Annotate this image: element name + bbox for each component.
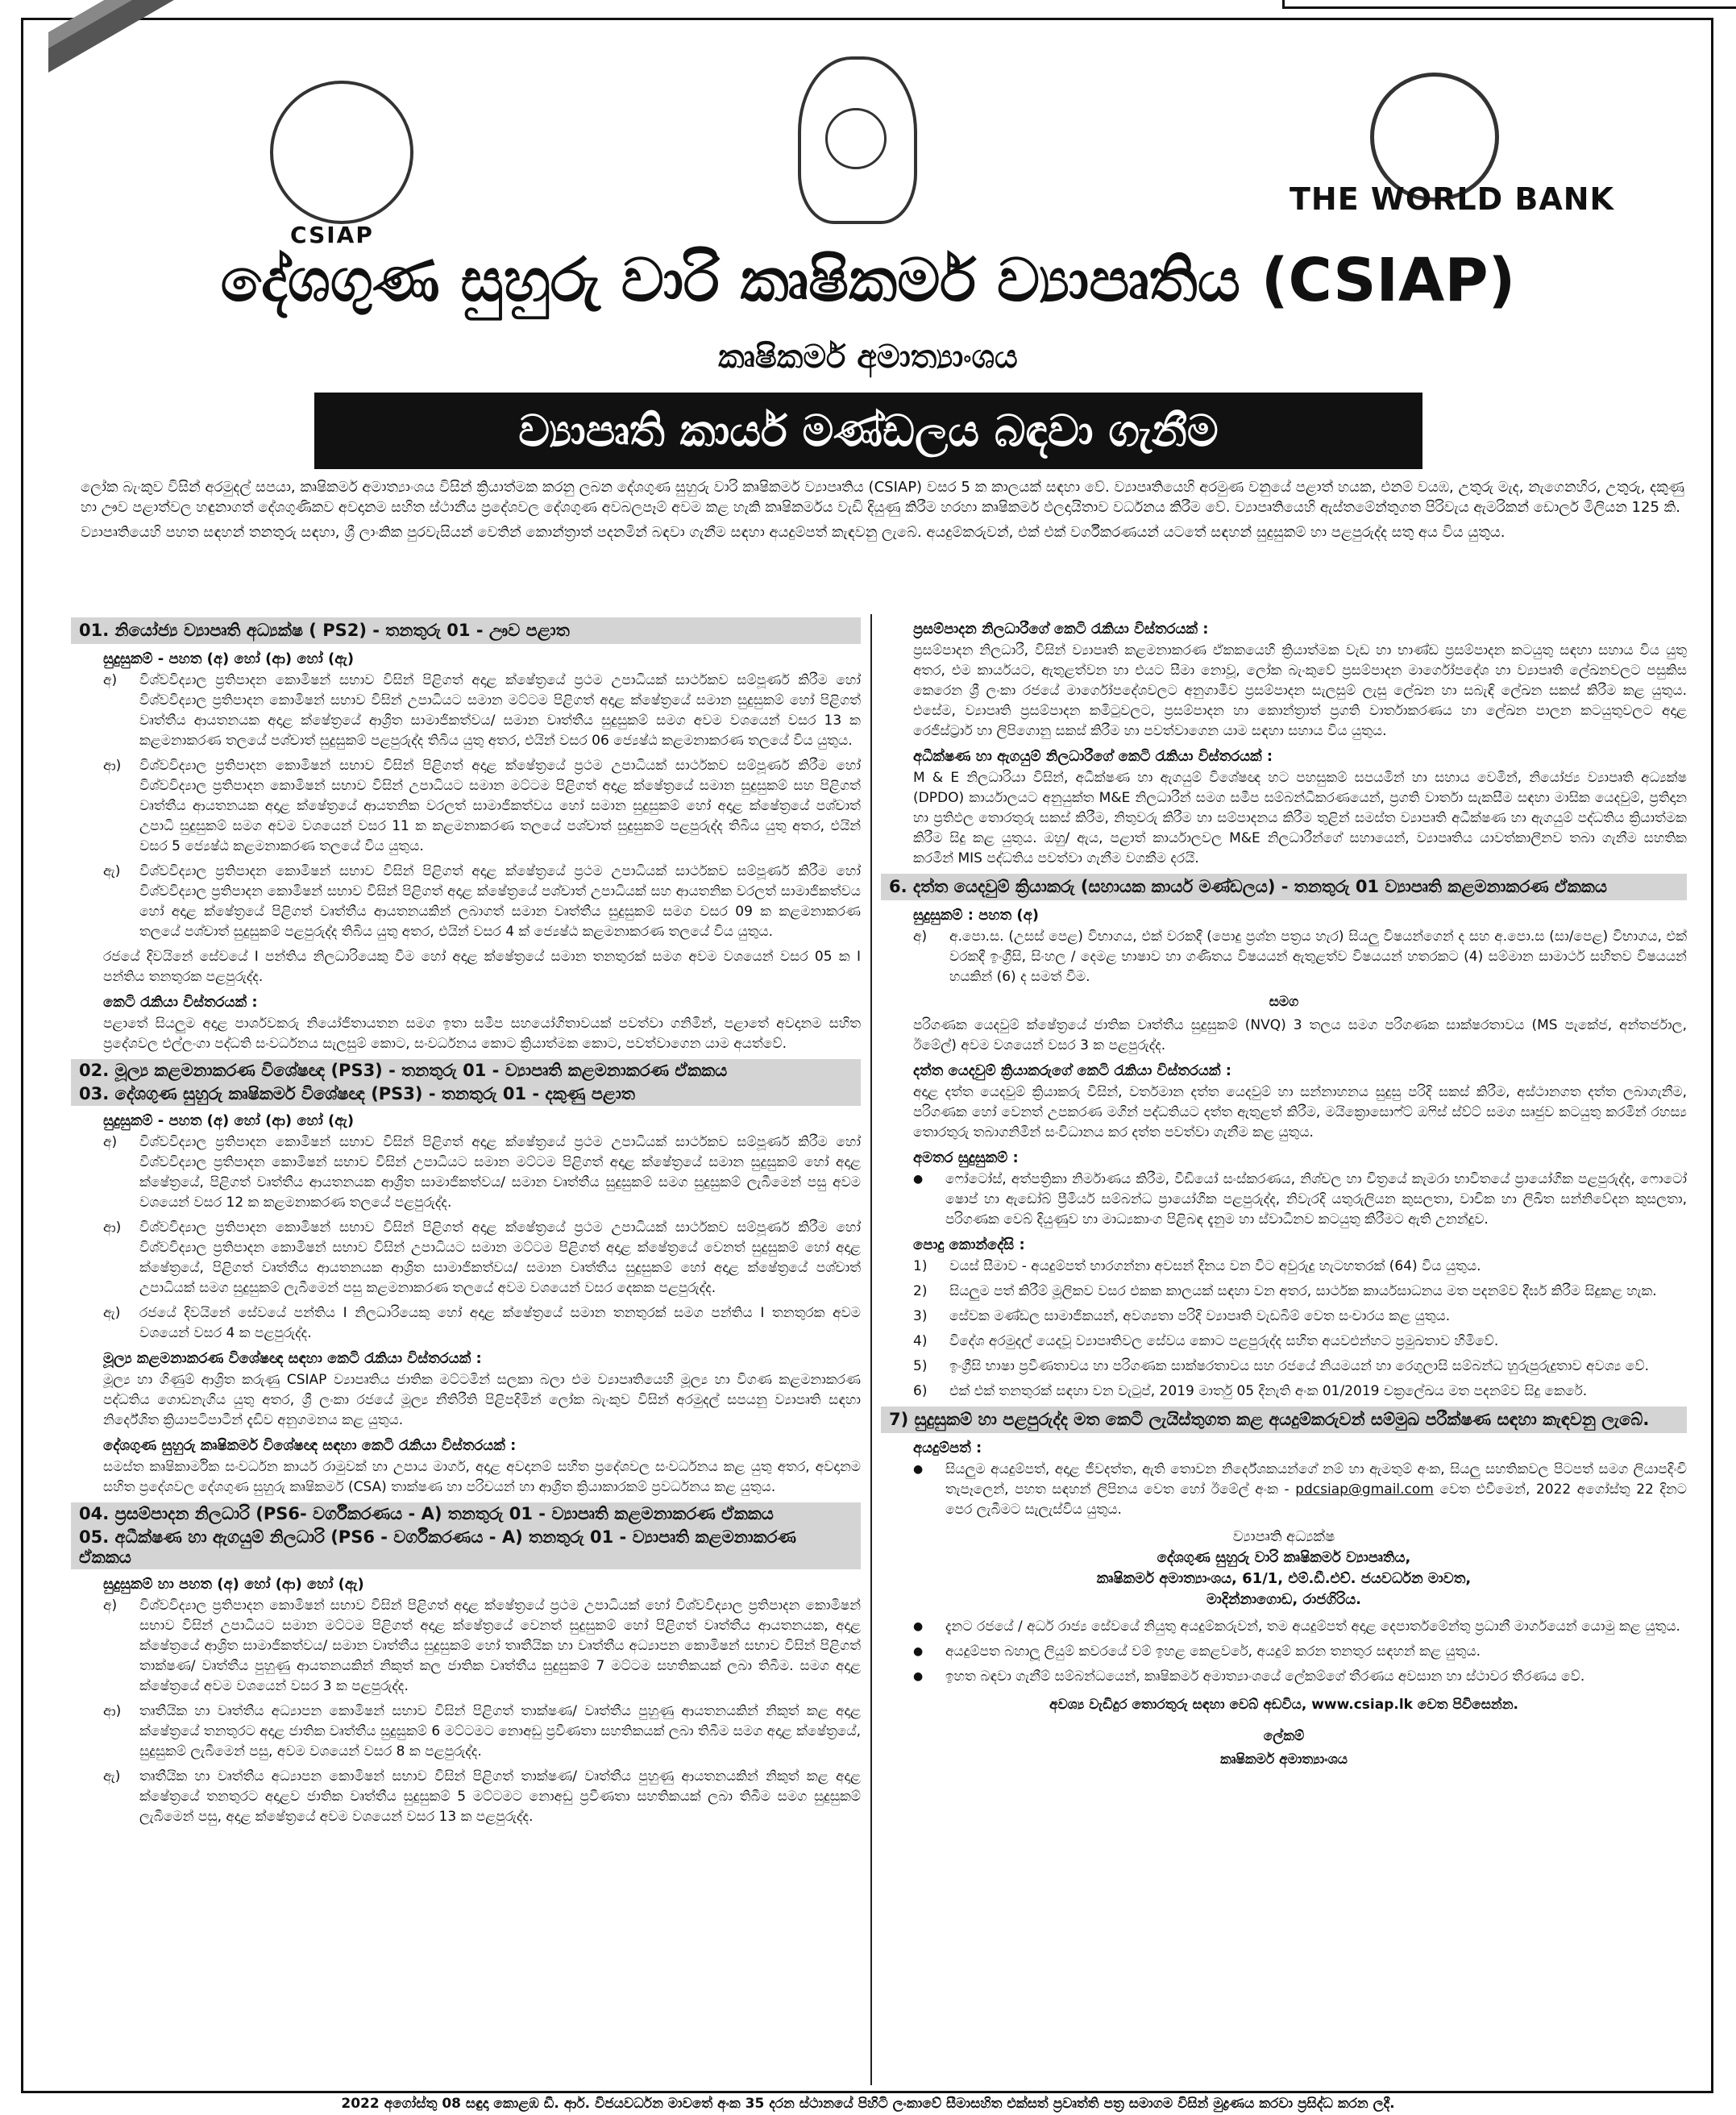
section-2-heading: 02. මූල්‍ය කළමනාකරණ විශේෂඥ (PS3) - තනතුරු 01 - ව්‍යාපෘති කළමනාකරණ ඒකකය <box>71 1059 861 1082</box>
item-label: ඇ) <box>103 863 121 879</box>
section-6-heading: 6. දත්ත යෙදවුම් ක්‍රියාකරු (සහායක කාර්ය මණ්ඩලය) - තනතුරු 01 ව්‍යාපෘති කළමනාකරණ ඒකකය <box>881 874 1687 900</box>
list-item <box>913 1282 1687 1302</box>
bullet-icon: ● <box>913 1463 924 1476</box>
left-column <box>71 614 861 2085</box>
list-item <box>103 1702 861 1762</box>
item-label: 5) <box>913 1358 928 1374</box>
flag-band-dark <box>48 0 226 73</box>
national-emblem <box>798 56 917 224</box>
address-line: කෘෂිකර්ම අමාත්‍යාංශය, 61/1, එම්.ඩී.එච්. ජයවර්ධන මාවත, <box>1096 1570 1472 1587</box>
section-7-heading: 7) සුදුසුකම් හා පළපුරුද්ද මත කෙටි ලැයිස්තුගත කළ අයදුම්කරුවන් සම්මුඛ පරීක්ෂණ සඳහා කැඳවනු ලැබේ. <box>881 1407 1687 1433</box>
section-1-heading: 01. නියෝජ්‍ය ව්‍යාපෘති අධ්‍යක්ෂ ( PS2) - තනතුරු 01 - ඌව පළාත <box>71 617 861 644</box>
signature-ministry: කෘෂිකර්ම අමාත්‍යාංශය <box>1220 1751 1348 1768</box>
address-block <box>881 1527 1687 1610</box>
item-label: අ) <box>103 672 118 688</box>
list-item <box>913 1667 1687 1687</box>
item-text: වයස් සීමාව - අයදුම්පත් භාරගන්නා අවසන් දිනය වන විට අවුරුදු හැටහතරක් (64) විය යුතුය. <box>949 1258 1481 1274</box>
general-conditions-heading: පොදු කොන්දේසි : <box>913 1236 1025 1253</box>
email-link[interactable]: pdcsiap@gmail.com <box>1295 1481 1434 1498</box>
list-item <box>103 1303 861 1344</box>
list-item <box>103 1132 861 1213</box>
item-text: රජයේ දිවයිනේ සේවයේ පන්තිය I නිලධාරියෙකු හෝ අදාළ ක්ෂේත්‍රයේ සමාන තනතුරක් සමග පන්තිය I තනතුරක අවම වශයෙන් වසර 4 ක පළපුරුද්ද. <box>139 1305 861 1341</box>
section-6-job-heading: දත්ත යෙදවුම් ක්‍රියාකරුගේ කෙටි රැකියා විස්තරයක් : <box>913 1062 1231 1079</box>
item-label: අ) <box>103 1134 118 1150</box>
bullet-icon: ● <box>913 1620 924 1633</box>
csiap-logo-text: CSIAP <box>290 222 374 248</box>
main-title: දේශගුණ සුහුරු වාරි කෘෂිකර්ම ව්‍යාපෘතිය (CSIAP) <box>220 246 1516 315</box>
item-text: ඉංග්‍රීසි භාෂා ප්‍රවීණතාවය හා පරිගණක සාක්ෂරතාවය සහ රජයේ නියමයන් හා රෙගුලාසි සම්බන්ධ හුරුපුරුදුතාව අවශ්‍ය වේ. <box>949 1358 1649 1374</box>
item-label: 1) <box>913 1258 928 1274</box>
item-text: ෆෝටෝස්, අත්පත්‍රිකා නිර්මාණය කිරීම, වීඩියෝ සංස්කරණය, නිශ්චල හා චිත්‍රයේ කැමරා භාවිතයේ ප්‍රායෝගික පළපුරුද්ද, ෆොටෝ ෂොප් හා ඇඩෝබ් ප්‍රීමියර් සම්බන්ධ ප්‍රායෝගික පළපුරුද්ද, නිවැරදි යතුරුලියන කුසලතා, වාචික හා ලිඛිත සන්නිවේදන කුසලතා, පරිගණක වෙබ් දියුණුව හා මාධ්‍යකාංග පිළිබඳ දැනුම හා ස්වාධීනව කටයුතු කිරීමට ඇති උනන්දුව. <box>945 1171 1687 1228</box>
intro-paragraph-2: ව්‍යාපෘතියෙහි පහත සඳහන් තනතුරු සඳහා, ශ්‍රී ලාංකික පුරවැසියන් වෙතින් කොන්ත්‍රාත් පදනමින් බඳවා ගැනීම සඳහා අයදුම්පත් කැඳවනු ලැබේ. අයදුම්කරුවන්, එක් එක් වර්ගීකරණයන් යටතේ සඳහන් සුදුසුකම් හා පළපුරුද්ද සතු අය විය යුතුය. <box>81 524 1506 541</box>
extra-qualifications-heading: අමතර සුදුසුකම් : <box>913 1149 1019 1166</box>
section-1-qualifications: සුදුසුකම් - පහත (අ) හෝ (ආ) හෝ (ඇ) <box>103 650 355 667</box>
item-label: 4) <box>913 1333 928 1349</box>
section-6-with: සමග <box>1269 994 1299 1010</box>
me-job-text: M & E නිලධාරියා විසින්, අධීක්ෂණ හා ඇගයුම් විශේෂඥ හට පහසුකම් සපයමින් හා සහාය වෙමින්, නියෝජ්‍ය ව්‍යාපෘති අධ්‍යක්ෂ (DPDO) කාර්යාලයට අනුයුක්ත M&E නිලධාරීන් සමග සමීප සම්බන්ධීකරණයෙන්, ප්‍රගති වාර්තා සැකසීම සඳහා මාසික යෙදවුම්, ප්‍රතිදාන හා ප්‍රතිඵල තොරතුරු සකස් කිරීම, නිතුවරු කිරීම හා සම්පාදනය කිරීම තුළින් සමස්ත ව්‍යාපෘති අධීක්ෂණ හා ඇගයුම් පද්ධතිය ක්‍රියාත්මක කිරීම සිදු කළ යුතුය. ඔහු/ ඇය, පළාත් කාර්යාලවල M&E නිලධාරීන්ගේ සහායෙන්, ව්‍යාපෘතිය යාවත්කාලීනව තබා ගැනීම සහතික කරමින් MIS පද්ධතිය පවත්වා ගැනීම වගකීම දරයි. <box>913 770 1687 866</box>
list-item <box>913 1642 1687 1662</box>
item-text: විශ්වවිද්‍යාල ප්‍රතිපාදන කොමිෂන් සභාව විසින් පිළිගත් අදාළ ක්ෂේත්‍රයේ ප්‍රථම උපාධියක් සාර්ථකව සම්පූර්ණ කිරීම හෝ විශ්වවිද්‍යාල ප්‍රතිපාදන කොමිෂන් සභාව විසින් උපාධියට සමාන මට්ටම පිළිගත් අදාළ ක්ෂේත්‍රයේ සමාන සුදුසුකම් හෝ අදාළ ක්ෂේත්‍රයේ, පිළිගත් වෘත්තීය ආයතනයක ආශ්‍රිත සාමාජිකත්වය/ සමාන වෘත්තීය සුදුසුකම් සමග සුදුසුකම් ලැබීමෙන් පසු අවම වශයෙන් වසර 12 ක කළමනාකරණ තලයේ පළපුරුද්ද. <box>139 1134 861 1211</box>
item-label: 6) <box>913 1383 928 1399</box>
section-2-job-heading: මූල්‍ය කළමනාකරණ විශේෂඥ සඳහා කෙටි රැකියා විස්තරයක් : <box>103 1350 482 1367</box>
item-text: ඉහත බඳවා ගැනීම් සම්බන්ධයෙන්, කෘෂිකර්ම අමාත්‍යාංශයේ ලේකම්ගේ තීරණය අවසාන හා ස්ථාවර තීරණය වේ. <box>945 1668 1585 1685</box>
section-5-heading: 05. අධීක්ෂණ හා ඇගයුම් නිලධාරි (PS6 - වර්ගීකරණය - A) තනතුරු 01 - ව්‍යාපෘති කළමනාකරණ ඒකකය <box>71 1526 861 1569</box>
world-bank-text: THE WORLD BANK <box>1290 181 1614 217</box>
list-item <box>913 927 1687 987</box>
list-item <box>913 1332 1687 1352</box>
list-item <box>913 1170 1687 1230</box>
signature-title: ලේකම් <box>1263 1728 1305 1744</box>
item-text: දැනට රජයේ / අර්ධ රාජ්‍ය සේවයේ නියුතු අයදුම්කරුවන්, තම අයදුම්පත් අදාළ දෙපාර්තමේන්තු ප්‍රධානී මාර්ගයෙන් යොමු කළ යුතුය. <box>945 1618 1680 1635</box>
right-column <box>881 614 1687 2085</box>
list-item <box>913 1460 1687 1520</box>
item-label: 3) <box>913 1308 928 1324</box>
item-text: විශ්වවිද්‍යාල ප්‍රතිපාදන කොමිෂන් සභාව විසින් පිළිගත් අදාළ ක්ෂේත්‍රයේ ප්‍රථම උපාධියක් සාර්ථකව සම්පූර්ණ කිරීම හෝ විශ්වවිද්‍යාල ප්‍රතිපාදන කොමිෂන් සභාව විසින් උපාධියට සමාන මට්ටම පිළිගත් අදාළ ක්ෂේත්‍රයේ වෙනත් සුදුසුකම් හෝ අදාළ ක්ෂේත්‍රයේ, පිළිගත් වෘත්තීය ආයතනයක ආශ්‍රිත සාමාජිකත්වය/ සමාන වෘත්තීය සුදුසුකම් හෝ අදාළ ක්ෂේත්‍රයේ පශ්චාත් උපාධියක් සමග සුදුසුකම් ලැබීමෙන් පසු කළමනාකරණ තලයේ අවම වශයෙන් වසර දෙකක පළපුරුද්ද. <box>139 1220 861 1296</box>
globe-icon <box>270 81 413 224</box>
list-item <box>103 1767 861 1827</box>
list-item <box>103 862 861 942</box>
bullet-icon: ● <box>913 1670 924 1683</box>
item-label: ආ) <box>103 1220 122 1236</box>
columns <box>71 614 1699 2085</box>
item-label: 2) <box>913 1283 928 1299</box>
address-line: දේශගුණ සුහුරු වාරි කෘෂිකර්ම ව්‍යාපෘතිය, <box>1157 1549 1411 1566</box>
item-text: විශ්වවිද්‍යාල ප්‍රතිපාදන කොමිෂන් සභාව විසින් පිළිගත් අදාළ ක්ෂේත්‍රයේ ප්‍රථම උපාධියක් හෝ විශ්වවිද්‍යාල ප්‍රතිපාදන කොමිෂන් සභාව විසින් උපාධියට සමාන මට්ටම පිළිගත් අදාළ ක්ෂේත්‍රයේ වෙනත් සුදුසුකම් හෝ පිළිගත් වෘත්තීය ආයතනයක, අදාළ ක්ෂේත්‍රයේ ආශ්‍රිත සාමාජිකත්වය/ සමාන වෘත්තීය සුදුසුකම් හෝ තෘතීයික හා වෘත්තීය අධ්‍යාපන කොමිෂන් සභාව විසින් පිළිගත් තාක්ෂණ/ වෘත්තීය පුහුණු ආයතනයකින් නිකුත් කල ජාතික වෘත්තීය සුදුසුකම් 7 මට්ටම සහතිකයක් ලබා තිබීම. සමග අදාළ ක්ෂේත්‍රයේ අවම වශයෙන් වසර 3 ක පළපුරුද්ද. <box>139 1598 861 1694</box>
section-2-job-text: මූල්‍ය හා ගිණුම් ආශ්‍රිත කරුණු CSIAP ව්‍යාපෘතිය ජාතික මට්ටමින් සලකා බලා එම ව්‍යාපෘතියෙහි මූල්‍ය හා විගණ කළමනාකරණ පද්ධතිය ගොඩනැගිය යුතු අතර, ශ්‍රී ලංකා රජයේ මූල්‍ය නීතිරීති පිළිපදිමින් ලෝක බැංකුව විසින් අරමුදල් සපයනු ව්‍යාපෘති සඳහා නිර්දේශිත ක්‍රියාපටිපාටීන් දැඩිව අනුගමනය කළ යුතුය. <box>103 1372 861 1428</box>
application-text-b: වෙත එවීමෙන්, 2022 අගෝස්තු 22 දිනට පෙර ලැබීමට සැලැස්විය යුතුය. <box>945 1481 1688 1518</box>
me-job-heading: අධීක්ෂණ හා ඇගයුම් නිලධාරීගේ කෙටි රැකියා විස්තරයක් : <box>913 748 1273 765</box>
section-1-extra: රජයේ දිවයිනේ සේවයේ I පන්තිය නිලධාරියෙකු වීම හෝ අදාළ ක්ෂේත්‍රයේ සමාන තනතුරක් සමග අවම වශයෙන් වසර 05 ක I පන්තිය තනතුරක පළපුරුද්ද. <box>103 949 861 985</box>
item-text: විශ්වවිද්‍යාල ප්‍රතිපාදන කොමිෂන් සභාව විසින් පිළිගත් අදාළ ක්ෂේත්‍රයේ ප්‍රථම උපාධියක් සාර්ථකව සම්පූර්ණ කිරීම හෝ විශ්වවිද්‍යාල ප්‍රතිපාදන කොමිෂන් සභාව විසින් උපාධියට සමාන මට්ටම පිළිගත් අදාළ ක්ෂේත්‍රයේ සමාන සුදුසුකම් හෝ පිළිගත් වෘත්තීය ආයතනයක අදාළ ක්ෂේත්‍රයේ ආශ්‍රිත සාමාජිකත්වය/ සමාන වෘත්තීය සුදුසුකම් සමග අවම වශයෙන් වසර 13 ක කළමනාකරණ තලයේ පශ්චාත් සුදුසුකම් පළපුරුද්ද තිබිය යුතු අතර, එයින් වසර 06 ජ්‍යෙෂ්ඨ කළමනාකරණ තලයේ විය යුතුය. <box>139 672 861 749</box>
column-divider <box>870 614 872 2085</box>
section-6-nvq: පරිගණක යෙදවුම් ක්ෂේත්‍රයේ ජාතික වෘත්තීය සුදුසුකම් (NVQ) 3 තලය සමග පරිගණක සාක්ෂරතාවය (MS පැකේජ, අන්තර්ජාල, ඊමේල්) අවම වශයෙන් වසර 3 ක පළපුරුද්ද. <box>913 1017 1687 1053</box>
list-item <box>103 671 861 751</box>
list-item <box>103 1596 861 1697</box>
recruitment-banner: ව්‍යාපෘති කාර්ය මණ්ඩලය බඳවා ගැනීම <box>314 393 1422 469</box>
item-label: ඇ) <box>103 1305 121 1321</box>
section-23-qualifications: සුදුසුකම් - පහත (අ) හෝ (ආ) හෝ (ඇ) <box>103 1112 355 1129</box>
bullet-icon: ● <box>913 1173 924 1186</box>
section-1-job-heading: කෙටි රැකියා විස්තරයක් : <box>103 994 258 1011</box>
procurement-job-heading: ප්‍රසම්පාදන නිලධාරීගේ කෙටි රැකියා විස්තරයක් : <box>913 621 1209 638</box>
address-line: ව්‍යාපෘති අධ්‍යක්ෂ <box>1232 1528 1335 1545</box>
section-6-qualifications: සුදුසුකම් : පහත (අ) <box>913 907 1039 924</box>
bullet-icon: ● <box>913 1645 924 1658</box>
item-text: විශ්වවිද්‍යාල ප්‍රතිපාදන කොමිෂන් සභාව විසින් පිළිගත් අදාළ ක්ෂේත්‍රයේ ප්‍රථම උපාධියක් සාර්ථකව සම්පූර්ණ කිරීම හෝ විශ්වවිද්‍යාල ප්‍රතිපාදන කොමිෂන් සභාව විසින් පිළිගත් අදාළ ක්ෂේත්‍රයේ පශ්චාත් උපාධියක් සහ ආයතනික වරලත් සාමාජිකත්වය හෝ අදාළ ක්ෂේත්‍රයේ පිළිගත් වෘත්තීය ආයතනයකින් ලබාගත් සමාන වෘත්තීය සුදුසුකම් සමග වසර 09 ක කළමනාකරණ තලයේ පශ්චාත් සුදුසුකම් පළපුරුද්ද තිබිය යුතු අතර, එයින් වසර 4 ක් ජ්‍යෙෂ්ඨ කළමනාකරණ තලයේ විය යුතුය. <box>139 863 861 940</box>
list-item <box>913 1382 1687 1402</box>
list-item <box>913 1617 1687 1637</box>
applications-heading: අයදුම්පත් : <box>913 1440 982 1456</box>
top-corner-mark <box>1282 0 1736 9</box>
address-line: මාදින්නාගොඩ, රාජගිරිය. <box>1206 1591 1361 1608</box>
more-info: අවශ්‍ය වැඩිදුර තොරතුරු සඳහා වෙබ් අඩවිය, www.csiap.lk වෙත පිවිසෙන්න. <box>1049 1697 1519 1713</box>
intro-paragraph-1: ලෝක බැංකුව විසින් අරමුදල් සපයා, කෘෂිකර්ම අමාත්‍යාංශය විසින් ක්‍රියාත්මක කරනු ලබන දේශගුණ සුහුරු වාරි කෘෂිකර්ම ව්‍යාපෘතිය (CSIAP) වසර 5 ක කාලයක් සඳහා වේ. ව්‍යාපෘතියෙහි අරමුණ වනුයේ පළාත් හයක, එනම් වයඹ, උතුරු මැද, නැගෙනහිර, උතුරු, දකුණු හා ඌව පළාත්වල හඳුනාගත් දේශගුණිකව අවදානම සහිත ස්ථානීය ප්‍රදේශවල දේශගුණ අවබලපෑම් අවම කළ හැකි කෘෂිකර්මය වැඩි දියුණු කිරීම හරහා කෘෂිකර්ම ඵලදායිතාව වර්ධනය කිරීම වේ. ව්‍යාපෘතියෙහි ඇස්තමේන්තුගත පිරිවැය ඇමරිකන් ඩොලර් මිලියන 125 කි. <box>81 479 1684 516</box>
item-label: අ) <box>103 1598 118 1614</box>
list-item <box>913 1357 1687 1377</box>
list-item <box>913 1257 1687 1277</box>
item-label: ඇ) <box>103 1768 121 1785</box>
item-text: විශ්වවිද්‍යාල ප්‍රතිපාදන කොමිෂන් සභාව විසින් පිළිගත් අදාළ ක්ෂේත්‍රයේ ප්‍රථම උපාධියක් සාර්ථකව සම්පූර්ණ කිරීම හෝ විශ්වවිද්‍යාල ප්‍රතිපාදන කොමිෂන් සභාව විසින් උපාධියට සමාන මට්ටම පිළිගත් අදාළ ක්ෂේත්‍රයේ සමාන සුදුසුකම් සහ පිළිගත් වෘත්තීය ආයතනයක අදාළ ක්ෂේත්‍රයේ ආයතනික වරලත් සාමාජිකත්වය හෝ සමාන සුදුසුකම් හෝ අදාළ ක්ෂේත්‍රයේ පශ්චාත් උපාධි සුදුසුකම් සමග අවම වශයෙන් වසර 11 ක කළමනාකරණ තලයේ පශ්චාත් සුදුසුකම් පළපුරුද්ද තිබිය යුතු අතර, එයින් වසර 5 ජ්‍යෙෂ්ඨ කළමනාකරණ තලයේ විය යුතුය. <box>139 758 861 854</box>
intro <box>81 477 1684 542</box>
item-text: අ.පො.ස. (උසස් පෙළ) විභාගය, එක් වරකදී (පොදු ප්‍රශ්න පත්‍රය හැර) සියලු විෂයන්ගෙන් ද සහ අ.පො.ස (සා/පෙළ) විභාගය, එක් වරකදී ඉංග්‍රීසි, සිංහල / දෙමළ භාෂාව හා ගණිතය විෂයයන් ඇතුළත්ව විෂයයන් හතරකට (4) සම්මාන සාමාර්ථ සහිතව විෂයයන් හයකින් (6) ද සමත් වීම. <box>949 929 1687 985</box>
print-footer: 2022 අගෝස්තු 08 සඳුදා කොළඹ ඩී. ආර්. විජයවර්ධන මාවතේ අංක 35 දරන ස්ථානයේ පිහිටි ලංකාවේ සීමාසහිත එක්සත් ප්‍රවෘත්ති පත්‍ර සමාගම විසින් මුද්‍රණය කරවා ප්‍රසිද්ධ කරන ලදී. <box>341 2096 1395 2112</box>
section-6-job-text: අදාළ දත්ත යෙදවුම් ක්‍රියාකරු විසින්, වර්තමාන දත්ත යෙදවුම් හා සන්නාහනය සුදුසු පරිදි සකස් කිරීම, අස්ථානගත දත්ත ලබාගැනීම, පරිගණක හෝ වෙනත් උපකරණ මගින් පද්ධතියට දත්ත ඇතුළත් කිරීම, මයික්‍රොසොෆ්ට් ඔෆිස් ස්ව්ට් සමග සෘජුව කටයුතු කරමින් රහස්‍ය තොරතුරු තබාගනිමින් සංවිධානය කර දත්ත පවත්වා ගැනීම කළ යුතුය. <box>913 1084 1687 1141</box>
item-text: සියලුම පත් කිරීම් මූලිකව වසර එකක කාලයක් සඳහා වන අතර, සාර්ථක කාර්යසාධනය මත පදනම්ව දීර්ඝ කිරීම සිදුකළ හැක. <box>949 1283 1657 1299</box>
emblem-lion-icon <box>825 108 887 169</box>
item-text: තෘතීයික හා වෘත්තීය අධ්‍යාපන කොමිෂන් සභාව විසින් පිළිගත් තාක්ෂණ/ වෘත්තීය පුහුණු ආයතනයකින් නිකුත් කළ අදාළ ක්ෂේත්‍රයේ තනතුරට අදාළ ජාතික වෘත්තීය සුදුසුකම් 6 මට්ටමට නොඅඩු ප්‍රවීණතා සහතිකයක් ලබා තිබීම සමග අදාළ ක්ෂේත්‍රයේ, සුදුසුකම් ලැබීමෙන් පසු, අවම වශයෙන් වසර 8 ක පළපුරුද්ද. <box>139 1703 861 1760</box>
item-text <box>945 1460 1687 1520</box>
item-text: අයදුම්පත බහාලූ ලියුම් කවරයේ වම් ඉහළ කෙළවරේ, අයදුම් කරන තනතුර සඳහන් කළ යුතුය. <box>945 1643 1481 1660</box>
item-label: ආ) <box>103 758 122 774</box>
item-text: එක් එක් තනතුරක් සඳහා වන වැටුප්, 2019 මාර්තු 05 දිනැති අංක 01/2019 චක්‍රලේඛය මත පදනම්ව සිදු කෙරේ. <box>949 1383 1588 1399</box>
ministry-title: කෘෂිකර්ම අමාත්‍යාංශය <box>718 339 1018 376</box>
list-item <box>913 1307 1687 1327</box>
section-3-job-text: සමස්ත කෘෂිකාර්මික සංවර්ධන කාර්ය රාමුවක් හා උපාය මාර්ග, අදාළ අවදානම් සහිත ප්‍රදේශවල සංවර්ධනය කළ යුතු අතර, අවදානම සහිත ප්‍රදේශවල දේශගුණ සුහුරු කෘෂිකර්ම (CSA) තාක්ෂණ හා පරිචයන් හා ආශ්‍රිත ක්‍රියාකාරකම් ප්‍රවර්ධනය කළ යුතුය. <box>103 1459 861 1495</box>
section-1-job-text: පළාතේ සියලුම අදාළ පාර්ශවකරු නියෝජිතායතන සමග ඉතා සමීප සහයෝගිතාවයක් පවත්වා ගනිමින්, පළාතේ අවදානම සහිත ප්‍රදේශවල එල්ලංගා පද්ධති සංවර්ධනය සැලසුම් කොට, සංවර්ධනය කොට ක්‍රියාත්මක කොට, පවත්වාගෙන යාම අයත්වේ. <box>103 1016 861 1052</box>
item-text: සේවක මණ්ඩල සාමාජිකයන්, අවශ්‍යතා පරිදි ව්‍යාපෘති වැඩබිම් වෙත සංචාරය කළ යුතුය. <box>949 1308 1451 1324</box>
procurement-job-text: ප්‍රසම්පාදන නිලධාරී, විසින් ව්‍යාපෘති කළමනාකරණ ඒකකයෙහි ක්‍රියාත්මක වැඩ හා භාණ්ඩ ප්‍රසම්පාදන කටයුතු සඳහා සහාය විය යුතු අතර, එම කාර්යයට, ඇතුළත්වන හා එයට සීමා නොවූ, ලෝක බැංකුවේ ප්‍රසම්පාදන මාර්ගෝපදේශ හා ව්‍යාපෘති ලේඛනවලට පසුකිස කෙරෙන ශ්‍රී ලංකා රජයේ මාර්ගෝපදේශවලට අනුගාමීව ප්‍රසම්පාදන සැලසුම් ලැසු ලේඛන හා සබැඳි ලේඛන සකස් කිරීම කළ යුතුය. එසේම, ව්‍යාපෘති ප්‍රසම්පාදන කමිටුවලට, ප්‍රසම්පාදන හා කොන්ත්‍රාත් ප්‍රගති වාර්තාකරණය හා ලේඛන පාලන කටයුතුවලට අදාළ රෙජිස්ට්‍රාර් හා ලිපිගොනු සකස් කිරීම හා පවත්වාගෙන යාම සඳහා සහාය විය යුතුය. <box>913 642 1687 739</box>
item-label: ආ) <box>103 1703 122 1719</box>
list-item <box>103 1218 861 1299</box>
world-bank-logo <box>1290 40 1614 226</box>
section-3-heading: 03. දේශගුණ සුහුරු කෘෂිකර්ම විශේෂඥ (PS3) - තනතුරු 01 - දකුණු පළාත <box>71 1082 861 1106</box>
item-text: තෘතීයික හා වෘත්තීය අධ්‍යාපන කොමිෂන් සභාව විසින් පිළිගත් තාක්ෂණ/ වෘත්තීය පුහුණු ආයතනයකින් නිකුත් කළ අදාළ ක්ෂේත්‍රයේ තනතුරට අදාළව ජාතික වෘත්තීය සුදුසුකම් 5 මට්ටමට නොඅඩු ප්‍රවීණතා සහතිකයක් ලබා තිබීම සමග සුදුසුකම් ලැබීමෙන් පසු, අදාළ ක්ෂේත්‍රයේ අවම වශයෙන් වසර 13 ක පළපුරුද්ද. <box>139 1768 861 1825</box>
csiap-logo <box>48 32 387 248</box>
list-item <box>103 756 861 857</box>
item-label: අ) <box>913 929 928 945</box>
application-text-a: සියලුම අයදුම්පත්, අදාළ ජීවදත්ත, ඇති තොවන නිර්දේශකයන්ගේ නම් හා ඇමතුම් අංක, සියලු සහතිකවල පිටපත් සමග ලියාපදිංචි තැපෑලෙන්, පහත සඳහන් ලිපිනය වෙත හෝ ඊමේල් අංක - <box>945 1461 1687 1498</box>
section-4-heading: 04. ප්‍රසම්පාදන නිලධාරි (PS6- වර්ගීකරණය - A) තනතුරු 01 - ව්‍යාපෘති කළමනාකරණ ඒකකය <box>71 1502 861 1526</box>
item-text: විදේශ අරමුදල් යෙදවූ ව්‍යාපෘතිවල සේවය කොට පළපුරුද්ද සහිත අයවළුන්හට ප්‍රමුඛතාව හිමිවේ. <box>949 1333 1499 1349</box>
section-45-qualifications: සුදුසුකම් හා පහත (අ) හෝ (ආ) හෝ (ඇ) <box>103 1576 364 1593</box>
section-3-job-heading: දේශගුණ සුහුරු කෘෂිකර්ම විශේෂඥ සඳහා කෙටි රැකියා විස්තරයක් : <box>103 1437 517 1454</box>
